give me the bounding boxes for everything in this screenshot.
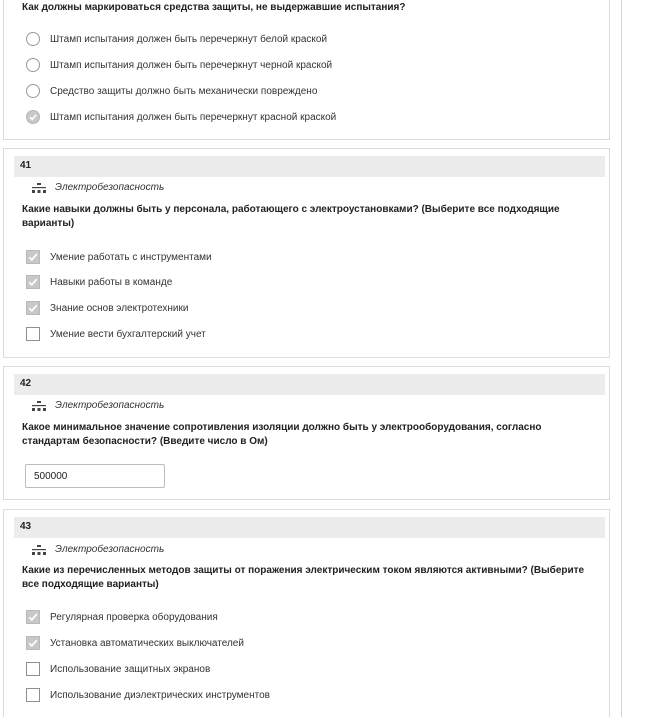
checkbox-checked[interactable] bbox=[26, 636, 40, 650]
option-label: Средство защиты должно быть механически повреждено bbox=[50, 85, 318, 97]
question-text: Какие навыки должны быть у персонала, работающего с электроустановками? (Выберите все подходящие варианты) bbox=[22, 204, 560, 229]
radio-button[interactable] bbox=[26, 58, 40, 72]
checkbox-option[interactable] bbox=[26, 635, 244, 651]
checkbox-unchecked[interactable] bbox=[26, 662, 40, 676]
option-label: Штамп испытания должен быть перечеркнут красной краской bbox=[50, 111, 337, 123]
question-number: 43 bbox=[20, 521, 32, 532]
checkbox-checked[interactable] bbox=[26, 250, 40, 264]
option-label: Знание основ электротехники bbox=[50, 302, 189, 314]
radio-option[interactable] bbox=[26, 109, 336, 125]
question-number: 41 bbox=[20, 160, 32, 171]
checkbox-checked[interactable] bbox=[26, 275, 40, 289]
checkmark-icon bbox=[26, 110, 40, 124]
category-label bbox=[32, 544, 164, 555]
checkmark-icon bbox=[26, 250, 40, 264]
question-header bbox=[14, 517, 605, 538]
checkbox-option[interactable] bbox=[26, 274, 172, 290]
category-text: Электробезопасность bbox=[55, 544, 165, 555]
checkbox-unchecked[interactable] bbox=[26, 688, 40, 702]
radio-option[interactable] bbox=[26, 83, 317, 99]
option-label: Установка автоматических выключателей bbox=[50, 637, 244, 649]
option-label: Использование диэлектрических инструментов bbox=[50, 689, 270, 701]
option-label: Умение вести бухгалтерский учет bbox=[50, 328, 206, 340]
hierarchy-icon bbox=[32, 545, 46, 555]
option-label: Регулярная проверка оборудования bbox=[50, 611, 218, 623]
radio-option[interactable] bbox=[26, 31, 327, 47]
checkbox-unchecked[interactable] bbox=[26, 327, 40, 341]
checkbox-checked[interactable] bbox=[26, 610, 40, 624]
question-header bbox=[14, 156, 605, 177]
question-card bbox=[3, 366, 610, 500]
checkmark-icon bbox=[26, 610, 40, 624]
checkmark-icon bbox=[26, 301, 40, 315]
checkbox-option[interactable] bbox=[26, 687, 270, 703]
question-text: Какое минимальное значение сопротивления изоляции должно быть у электрооборудования, согласно стандартам безопасности? (Введите число в Ом) bbox=[22, 422, 542, 447]
category-text: Электробезопасность bbox=[55, 400, 165, 411]
question-card bbox=[3, 509, 610, 717]
question-header bbox=[14, 374, 605, 395]
question-number: 42 bbox=[20, 378, 32, 389]
category-label bbox=[32, 400, 164, 411]
checkbox-option[interactable] bbox=[26, 249, 212, 265]
radio-button-selected[interactable] bbox=[26, 110, 40, 124]
question-text: Какие из перечисленных методов защиты от поражения электрическим током являются активными? (Выберите все подходящие варианты) bbox=[22, 565, 585, 590]
option-label: Штамп испытания должен быть перечеркнут белой краской bbox=[50, 33, 328, 45]
radio-option[interactable] bbox=[26, 57, 332, 73]
option-label: Штамп испытания должен быть перечеркнут черной краской bbox=[50, 59, 333, 71]
question-text: Как должны маркироваться средства защиты, не выдержавшие испытания? bbox=[22, 2, 406, 13]
checkbox-checked[interactable] bbox=[26, 301, 40, 315]
checkbox-option[interactable] bbox=[26, 326, 206, 342]
checkbox-option[interactable] bbox=[26, 609, 218, 625]
hierarchy-icon bbox=[32, 401, 46, 411]
category-label bbox=[32, 182, 164, 193]
checkbox-option[interactable] bbox=[26, 300, 188, 316]
right-margin bbox=[622, 0, 652, 717]
answer-input[interactable]: 500000 bbox=[25, 464, 165, 488]
category-text: Электробезопасность bbox=[55, 182, 165, 193]
radio-button[interactable] bbox=[26, 32, 40, 46]
hierarchy-icon bbox=[32, 183, 46, 193]
radio-button[interactable] bbox=[26, 84, 40, 98]
checkbox-option[interactable] bbox=[26, 661, 210, 677]
option-label: Умение работать с инструментами bbox=[50, 251, 212, 263]
checkmark-icon bbox=[26, 275, 40, 289]
option-label: Навыки работы в команде bbox=[50, 276, 173, 288]
option-label: Использование защитных экранов bbox=[50, 663, 211, 675]
question-card bbox=[3, 0, 610, 140]
question-card bbox=[3, 148, 610, 358]
checkmark-icon bbox=[26, 636, 40, 650]
